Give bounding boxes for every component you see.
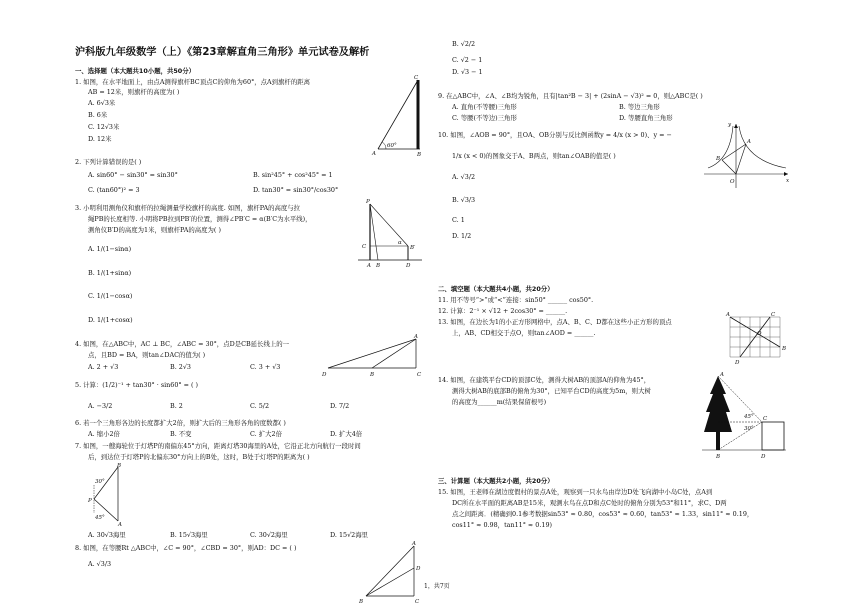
question-7-text: 7. 如图，一艘海轮位于灯塔P的南偏东45°方向，距离灯塔30海里的A处，它沿正北方向航行一段时间	[75, 442, 361, 450]
question-3-option-c: C. 1/(1−cosα)	[88, 292, 133, 300]
question-8-text: 8. 如图，在等腰Rt △ABC中，∠C = 90°，∠CBD = 30°，则AD：DC = ( )	[75, 544, 297, 552]
question-9-option-b: B. 等边三角形	[619, 103, 660, 111]
question-8-option-c: C. √2 − 1	[452, 56, 483, 64]
question-15-text-3: 点之间距离．(精确到0.1参考数据sin53° ≈ 0.80，cos53° ≈ 0.60，tan53° ≈ 1.33，sin11° ≈ 0.19，	[452, 510, 754, 518]
fig3-label-c: C	[362, 244, 367, 250]
fig4-label-d: D	[322, 372, 327, 378]
fig3-label-d: D	[406, 263, 411, 269]
fig4-label-b: B	[370, 372, 375, 378]
figure-q10-hyperbola	[702, 120, 792, 190]
question-10-option-c: C. 1	[452, 216, 465, 224]
question-15-text-4: cos11° ≈ 0.98，tan11° ≈ 0.19)	[452, 521, 553, 529]
fig14-label-c: C	[763, 416, 768, 422]
fig10-label-b: B	[716, 156, 721, 162]
question-2-option-b: B. sin²45° + cos²45° = 1	[253, 171, 333, 179]
fig14-label-d: D	[761, 454, 766, 460]
fig3-label-b: B	[376, 263, 381, 269]
question-1-option-d: D. 12米	[88, 135, 112, 143]
question-8-option-d: D. √3 − 1	[452, 68, 483, 76]
question-8-option-a: A. √3/3	[88, 560, 112, 568]
question-9-text: 9. 在△ABC中，∠A、∠B均为锐角，且有|tan²B − 3| + (2sinA − √3)² = 0，则△ABC是( )	[438, 92, 703, 100]
question-3-text: 3. 小明利用测角仪和旗杆的拉绳测量学校旗杆的高度. 如图，旗杆PA的高度与拉	[75, 204, 301, 212]
fig13-label-d: D	[735, 360, 740, 366]
fig1-angle: 60°	[387, 143, 397, 149]
fig8-label-c: C	[415, 599, 420, 605]
fig14-label-a: A	[720, 372, 724, 378]
fig13-label-o: O	[757, 331, 762, 337]
question-10-option-d: D. 1/2	[452, 232, 472, 240]
question-1-option-a: A. 6√3米	[88, 99, 116, 107]
question-9-option-c: C. 等腰(不等边)三角形	[452, 114, 517, 122]
fig1-label-a: A	[372, 151, 376, 157]
fig8-label-a: A	[412, 541, 416, 547]
figure-q8-isosceles	[358, 538, 428, 606]
fig10-label-a: A	[747, 139, 751, 145]
question-12-text: 12. 计算：2⁻¹ × √12 + 2cos30° = ______.	[438, 307, 568, 315]
question-8-option-b: B. √2/2	[452, 40, 476, 48]
question-5-option-b: B. 2	[170, 402, 183, 410]
question-1-option-c: C. 12√3米	[88, 123, 120, 131]
figure-q7-lighthouse	[88, 463, 130, 527]
page-footer: 1，共7页	[424, 583, 450, 590]
question-6-option-d: D. 扩大4倍	[330, 430, 363, 438]
question-10-option-b: B. √3/3	[452, 196, 476, 204]
question-5-option-d: D. 7/2	[330, 402, 350, 410]
question-3-text-2: 绳PB的长度相等. 小明将PB拉到PB′的位置，测得∠PB′C = α(B′C为水平线)，	[88, 215, 312, 223]
question-5-option-a: A. −3/2	[88, 402, 113, 410]
question-7-option-b: B. 15√3海里	[170, 531, 208, 539]
fig8-label-b: B	[359, 599, 364, 605]
question-6-option-b: B. 不变	[170, 430, 192, 438]
question-2-option-c: C. (tan60°)² = 3	[88, 186, 140, 194]
fig7-label-b: B	[117, 463, 122, 469]
fig4-label-a: A	[414, 334, 418, 340]
question-1-text: 1. 如图，在水平地面上，由点A测得旗杆BC顶点C的仰角为60°，点A到旗杆的距离	[75, 78, 310, 86]
question-3-option-b: B. 1/(1+sinα)	[88, 269, 132, 277]
question-7-option-a: A. 30√3海里	[88, 531, 126, 539]
figure-q1-flagpole	[370, 72, 430, 157]
fig1-label-b: B	[417, 152, 422, 158]
section-heading-calc: 三、计算题（本大题共2小题，共20分）	[438, 477, 554, 485]
page-title: 沪科版九年级数学（上）《第23章解直角三角形》单元试卷及解析	[75, 47, 370, 58]
question-4-option-a: A. 2 + √3	[88, 363, 119, 371]
question-7-option-d: D. 15√2海里	[330, 531, 369, 539]
question-1-option-b: B. 6米	[88, 111, 108, 119]
figure-q13-grid	[726, 313, 788, 365]
question-1-text-2: AB = 12米，则旗杆的高度为( )	[88, 88, 180, 96]
fig3-angle-alpha: α	[398, 240, 402, 246]
fig7-angle-30: 30°	[95, 479, 105, 485]
question-3-text-3: 测角仪B′D的高度为1米，则旗杆PA的高度为( )	[88, 226, 221, 234]
question-7-option-c: C. 30√2海里	[250, 531, 288, 539]
section-heading-choice: 一、选择题（本大题共10小题，共50分）	[75, 67, 196, 75]
fig10-label-o: O	[730, 179, 735, 185]
question-6-text: 6. 若一个三角形各边的长度都扩大2倍，则扩大后的三角形各角的度数都( )	[75, 419, 286, 427]
question-2-option-d: D. tan30° = sin30°/cos30°	[253, 186, 339, 194]
figure-q4-triangle	[320, 334, 425, 378]
fig7-label-p: P	[88, 498, 92, 504]
fig8-label-d: D	[416, 566, 421, 572]
fig3-label-p: P	[366, 199, 370, 205]
fig14-label-b: B	[716, 454, 721, 460]
question-2-text: 2. 下列计算错误的是( )	[75, 158, 142, 166]
figure-q3-flagpole-rope	[356, 198, 428, 270]
question-13-text: 13. 如图，在边长为1的小正方形网格中，点A、B、C、D都在这些小正方形的顶点	[438, 318, 672, 326]
fig13-label-c: C	[771, 312, 776, 318]
question-10-text: 10. 如图，∠AOB = 90°，且OA、OB分别与反比例函数y = 4/x (x > 0)、y = −	[438, 131, 672, 139]
question-9-option-a: A. 直角(不等腰)三角形	[452, 103, 517, 111]
question-11-text: 11. 用不等号“>”或“<”连接：sin50° ______ cos50°.	[438, 296, 594, 304]
question-7-text-2: 后，到达位于灯塔P的北偏东30°方向上的B处，这时，B处于灯塔P的距离为( )	[88, 453, 310, 461]
question-13-text-2: 上，AB、CD相交于点O，则tan∠AOD = ______.	[452, 329, 596, 337]
question-10-text-2: 1/x (x < 0)的图象交于A、B两点，则tan∠OAB的值是( )	[452, 152, 616, 160]
question-3-option-d: D. 1/(1+cosα)	[88, 316, 133, 324]
question-4-text: 4. 如图，在△ABC中，AC ⊥ BC，∠ABC = 30°，点D是CB延长线上的一	[75, 340, 290, 348]
question-15-text-2: DC所在水平面的距离AB是15米，观测水鸟在点D和点C处时的俯角分别为53°和11°，求C、D两	[452, 499, 727, 507]
fig3-label-a: A	[367, 263, 371, 269]
question-9-option-d: D. 等腰直角三角形	[619, 114, 673, 122]
question-15-text: 15. 如图，王老师在湖边度假村的景点A处，观察到一只水鸟由岸边D处飞向湖中小岛C处，点A到	[438, 488, 713, 496]
question-14-text: 14. 如图，在建筑平台CD的顶部C处，测得大树AB的顶部A的仰角为45°，	[438, 376, 651, 384]
question-6-option-a: A. 缩小2倍	[88, 430, 120, 438]
fig14-angle-45: 45°	[744, 414, 754, 420]
question-14-text-2: 测得大树AB的底部B的俯角为30°，已知平台CD的高度为5m，则大树	[452, 387, 651, 395]
figure-q14-tree-platform	[700, 370, 792, 460]
fig7-label-a: A	[118, 522, 122, 528]
question-14-text-3: 的高度为______m(结果保留根号)	[452, 398, 547, 406]
fig10-label-x: x	[786, 178, 790, 184]
section-heading-fill: 二、填空题（本大题共4小题，共20分）	[438, 285, 554, 293]
fig13-label-b: B	[782, 346, 787, 352]
question-6-option-c: C. 扩大2倍	[250, 430, 282, 438]
question-4-text-2: 点，且BD = BA，则tan∠DAC的值为( )	[88, 351, 206, 359]
question-5-option-c: C. 5/2	[250, 402, 270, 410]
fig4-label-c: C	[417, 372, 422, 378]
question-10-option-a: A. √3/2	[452, 173, 476, 181]
question-3-option-a: A. 1/(1−sinα)	[88, 245, 132, 253]
fig3-label-b-prime: B′	[410, 245, 416, 251]
fig13-label-a: A	[726, 312, 730, 318]
question-5-text: 5. 计算：(1/2)⁻¹ + tan30° · sin60° = ( )	[75, 381, 199, 389]
question-2-option-a: A. sin60° − sin30° = sin30°	[88, 171, 178, 179]
fig7-angle-45: 45°	[95, 515, 105, 521]
fig10-label-y: y	[728, 122, 732, 128]
question-4-option-c: C. 3 + √3	[250, 363, 281, 371]
fig14-angle-30: 30°	[744, 426, 754, 432]
question-4-option-b: B. 2√3	[170, 363, 191, 371]
fig1-label-c: C	[414, 75, 419, 81]
